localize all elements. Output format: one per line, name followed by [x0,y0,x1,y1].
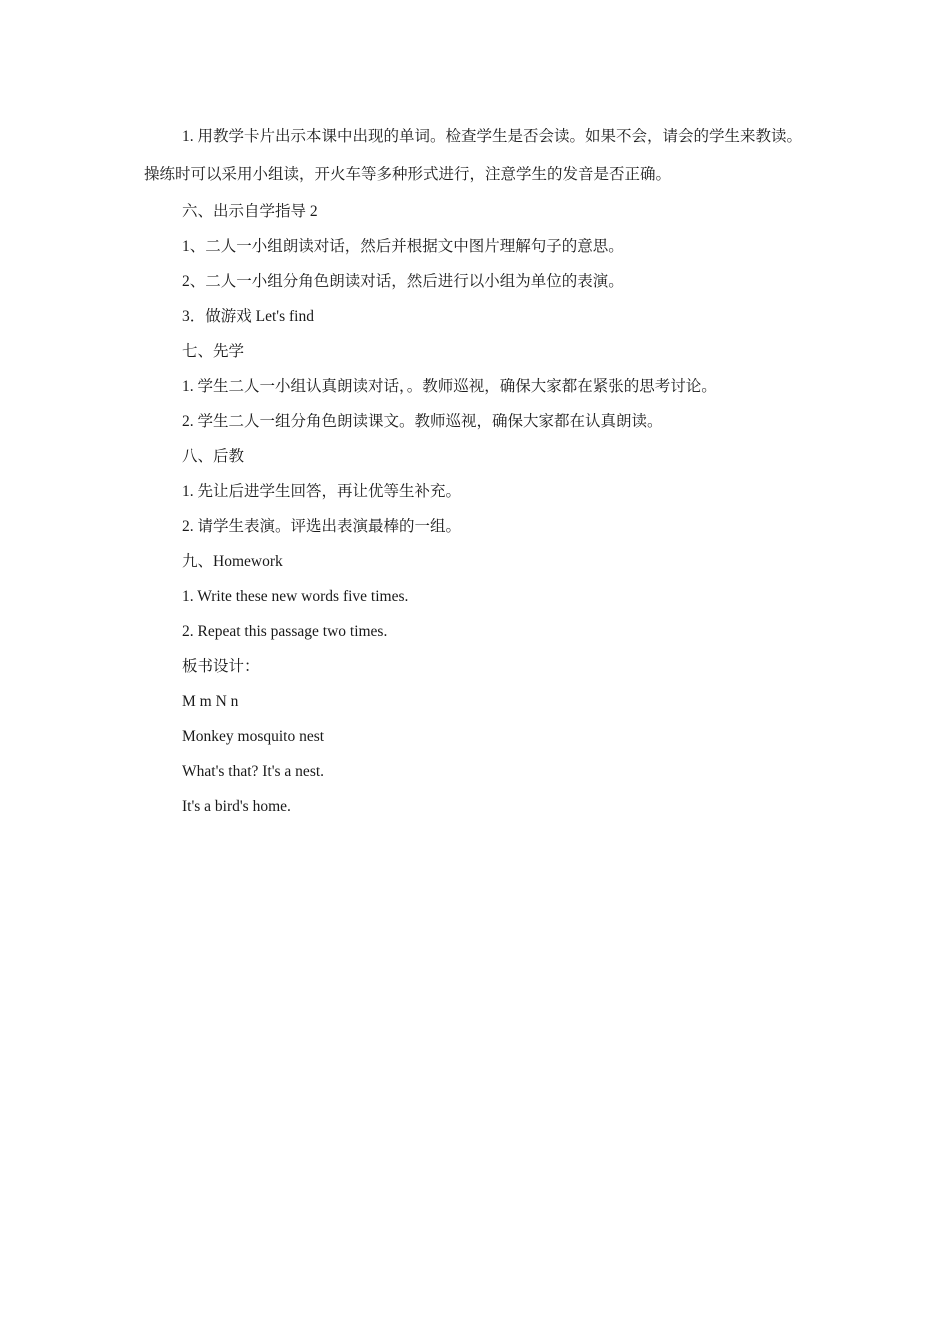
teach-after-item-1: 1. 先让后进学生回答，再让优等生补充。 [182,483,462,500]
section-heading-learn-first: 七、先学 [182,343,245,360]
section-heading-teach-after: 八、后教 [182,448,245,465]
board-words: Monkey mosquito nest [182,728,325,745]
board-sentence-2: It's a bird's home. [182,798,291,815]
self-study-item-1: 1、二人一小组朗读对话，然后并根据文中图片理解句子的意思。 [182,238,624,255]
self-study-item-3: 3．做游戏 Let's find [182,308,314,325]
homework-item-2: 2. Repeat this passage two times. [182,623,388,640]
board-letters: M m N n [182,693,239,710]
section-heading-self-study-2: 六、出示自学指导 2 [182,203,318,220]
section-heading-board-design: 板书设计： [182,658,260,675]
section-heading-homework: 九、Homework [182,553,283,570]
teach-after-item-2: 2. 请学生表演。评选出表演最棒的一组。 [182,518,462,535]
document-body [144,118,806,824]
board-sentence-1: What's that? It's a nest. [182,763,325,780]
homework-item-1: 1. Write these new words five times. [182,588,409,605]
learn-first-item-2: 2. 学生二人一组分角色朗读课文。教师巡视，确保大家都在认真朗读。 [182,413,663,430]
self-study-item-2: 2、二人一小组分角色朗读对话，然后进行以小组为单位的表演。 [182,273,624,290]
step-vocabulary-paragraph: 1. 用教学卡片出示本课中出现的单词。检查学生是否会读。如果不会，请会的学生来教读。操练时可以采用小组读，开火车等多种形式进行，注意学生的发音是否正确。 [144,128,803,183]
learn-first-item-1: 1. 学生二人一小组认真朗读对话，。教师巡视，确保大家都在紧张的思考讨论。 [182,378,717,395]
